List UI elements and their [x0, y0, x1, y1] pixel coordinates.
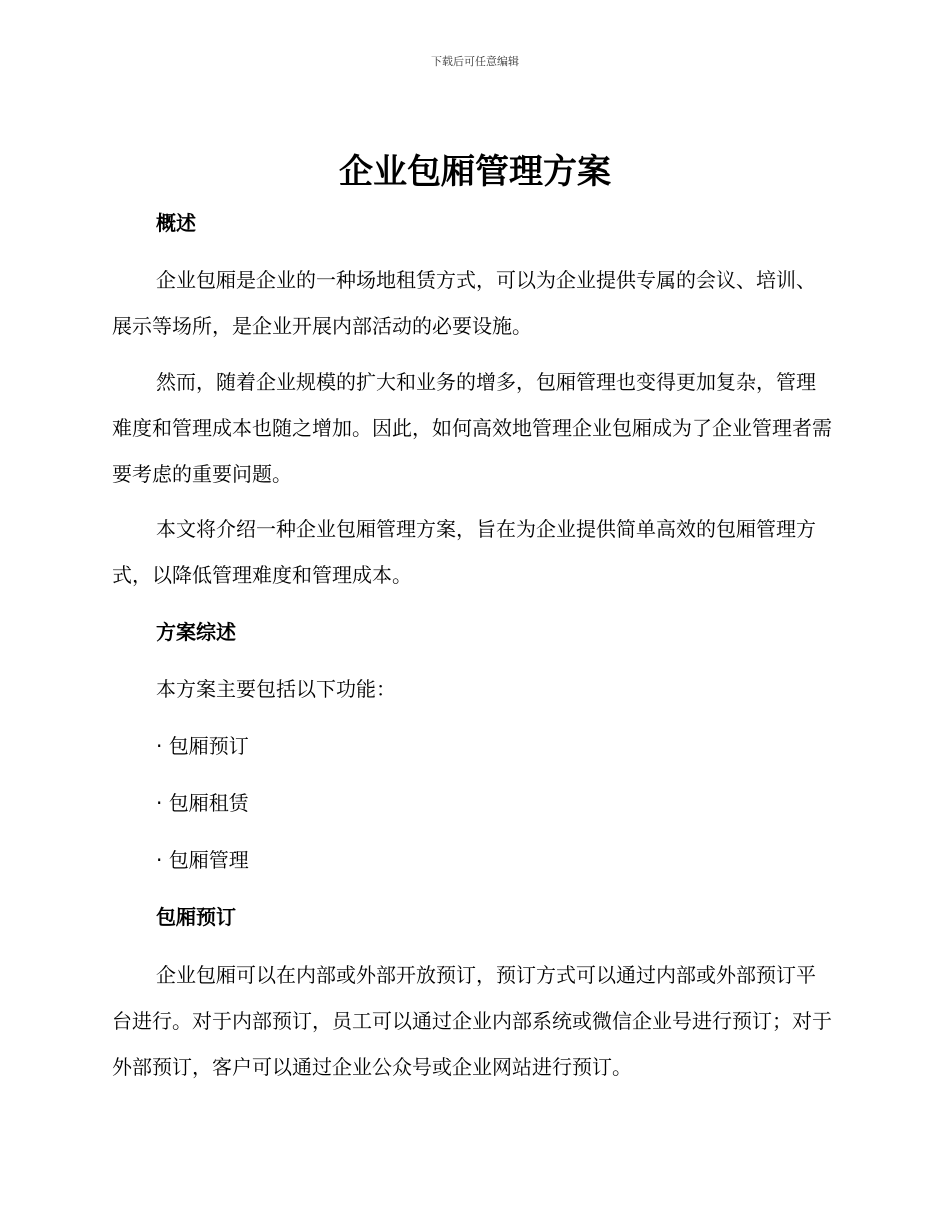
section-heading-booking: 包厢预订: [156, 905, 236, 929]
booking-paragraph-1: 企业包厢可以在内部或外部开放预订，预订方式可以通过内部或外部预订平台进行。对于内部预订，员工可以通过企业内部系统或微信企业号进行预订；对于外部预订，客户可以通过企业公众号或企业网站进行预订。: [112, 963, 832, 1079]
overview-paragraph-2: 然而，随着企业规模的扩大和业务的增多，包厢管理也变得更加复杂，管理难度和管理成本也随之增加。因此，如何高效地管理企业包厢成为了企业管理者需要考虑的重要问题。: [112, 370, 832, 486]
overview-paragraph-3: 本文将介绍一种企业包厢管理方案，旨在为企业提供简单高效的包厢管理方式，以降低管理难度和管理成本。: [112, 517, 816, 587]
feature-list-item-management: · 包厢管理: [156, 848, 249, 872]
section-heading-summary: 方案综述: [156, 620, 236, 644]
document-title: 企业包厢管理方案: [339, 152, 611, 192]
page-header-note: 下载后可任意编辑: [431, 55, 519, 68]
feature-list-item-rental: · 包厢租赁: [156, 791, 249, 815]
overview-paragraph-1: 企业包厢是企业的一种场地租赁方式，可以为企业提供专属的会议、培训、展示等场所，是企业开展内部活动的必要设施。: [112, 268, 816, 338]
section-heading-overview: 概述: [156, 211, 196, 235]
summary-intro: 本方案主要包括以下功能：: [156, 677, 396, 701]
feature-list-item-booking: · 包厢预订: [156, 734, 249, 758]
